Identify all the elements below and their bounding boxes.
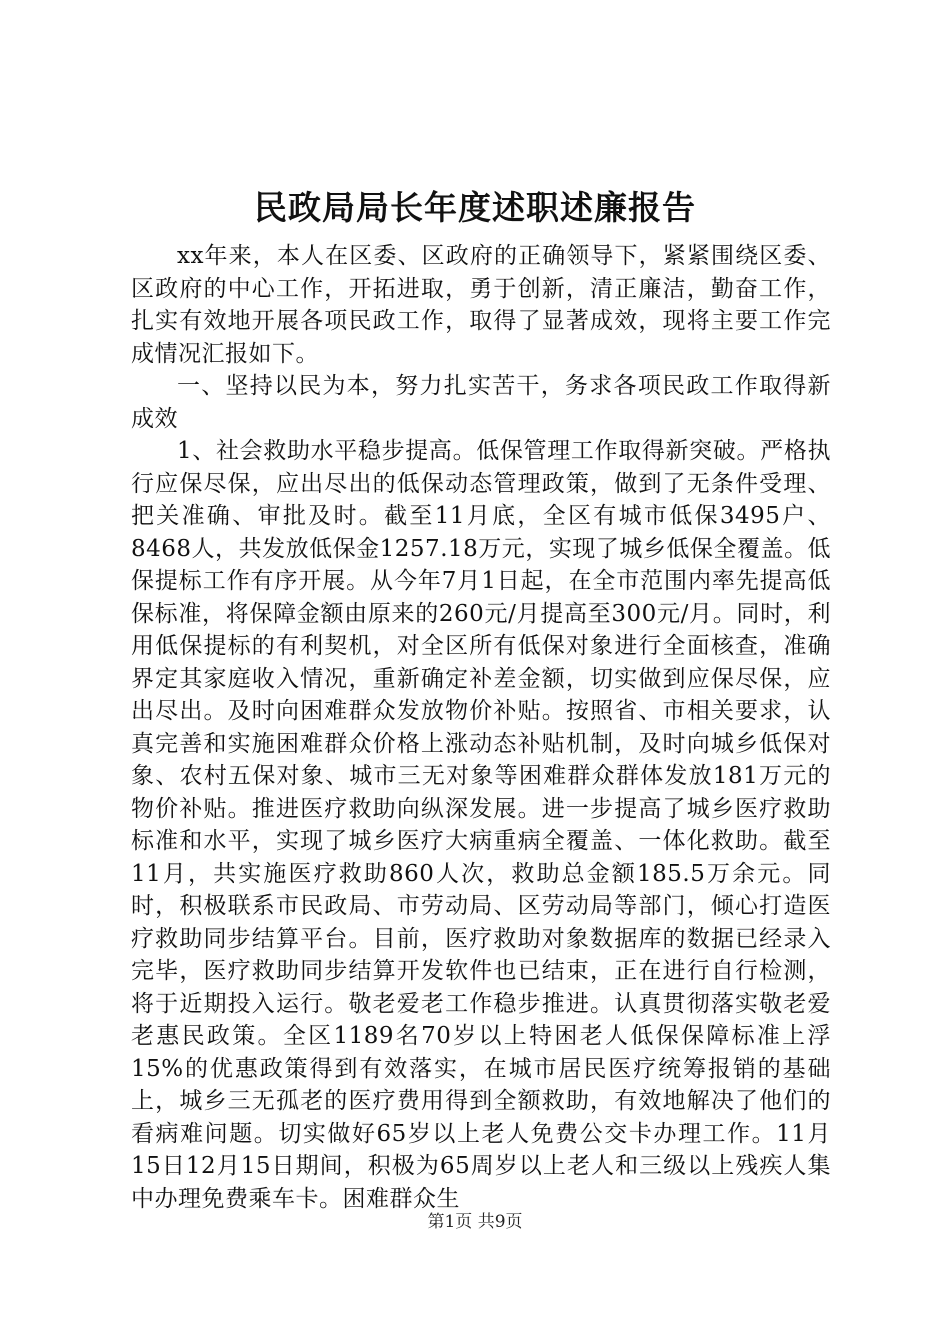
section-heading-1: 一、坚持以民为本，努力扎实苦干，务求各项民政工作取得新成效 [131, 373, 831, 432]
page-number-footer: 第1页 共9页 [427, 1212, 523, 1232]
document-body [131, 240, 831, 1215]
paragraph-social-assistance: 1、社会救助水平稳步提高。低保管理工作取得新突破。严格执行应保尽保，应出尽出的低保动态管理政策，做到了无条件受理、把关准确、审批及时。截至11月底，全区有城市低保3495户、8468人，共发放低保金1257.18万元，实现了城乡低保全覆盖。低保提标工作有序开展。从今年7月1日起，在全市范围内率先提高低保标准，将保障金额由原来的260元/月提高至300元/月。同时，利用低保提标的有利契机，对全区所有低保对象进行全面核查，准确界定其家庭收入情况，重新确定补差金额，切实做到应保尽保，应出尽出。及时向困难群众发放物价补贴。按照省、市相关要求，认真完善和实施困难群众价格上涨动态补贴机制，及时向城乡低保对象、农村五保对象、城市三无对象等困难群众群体发放181万元的物价补贴。推进医疗救助向纵深发展。进一步提高了城乡医疗救助标准和水平，实现了城乡医疗大病重病全覆盖、一体化救助。截至11月，共实施医疗救助860人次，救助总金额185.5万余元。同时，积极联系市民政局、市劳动局、区劳动局等部门，倾心打造医疗救助同步结算平台。目前，医疗救助对象数据库的数据已经录入完毕，医疗救助同步结算开发软件也已结束，正在进行自行检测，将于近期投入运行。敬老爱老工作稳步推进。认真贯彻落实敬老爱老惠民政策。全区1189名70岁以上特困老人低保保障标准上浮15%的优惠政策得到有效落实，在城市居民医疗统筹报销的基础上，城乡三无孤老的医疗费用得到全额救助，有效地解决了他们的看病难问题。切实做好65岁以上老人免费公交卡办理工作。11月15日12月15日期间，积极为65周岁以上老人和三级以上残疾人集中办理免费乘车卡。困难群众生 [131, 438, 831, 1212]
document-title: 民政局局长年度述职述廉报告 [254, 188, 696, 227]
paragraph-intro: xx年来，本人在区委、区政府的正确领导下，紧紧围绕区委、区政府的中心工作，开拓进取，勇于创新，清正廉洁，勤奋工作，扎实有效地开展各项民政工作，取得了显著成效，现将主要工作完成情况汇报如下。 [131, 243, 831, 367]
